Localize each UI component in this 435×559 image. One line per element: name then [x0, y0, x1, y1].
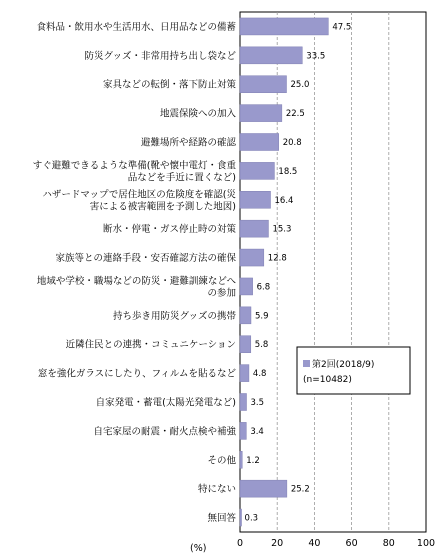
- category-label: 持ち歩き用防災グッズの携帯: [112, 310, 236, 322]
- bar: [240, 422, 246, 439]
- x-tick-label: 20: [271, 538, 284, 549]
- bar: [240, 162, 274, 179]
- bar: [240, 394, 247, 411]
- bar: [240, 76, 287, 93]
- legend-note: (n=10482): [303, 375, 352, 385]
- x-tick-label: 100: [416, 538, 435, 549]
- category-label: 無回答: [207, 513, 236, 525]
- data-label: 0.3: [244, 513, 259, 524]
- legend-box: [297, 347, 410, 394]
- data-label: 6.8: [256, 282, 271, 293]
- category-labels: [33, 21, 237, 524]
- bar: [240, 191, 271, 208]
- legend-swatch: [303, 360, 310, 367]
- data-label: 25.2: [290, 484, 310, 495]
- category-label: 食料品・飲用水や生活用水、日用品などの備蓄: [36, 21, 236, 33]
- category-label: その他: [207, 455, 236, 467]
- bar: [240, 451, 242, 468]
- category-label: 避難場所や経路の確認: [140, 137, 236, 149]
- data-label: 5.8: [254, 340, 269, 351]
- data-label: 15.3: [272, 224, 292, 235]
- category-label: 家具などの転倒・落下防止対策: [102, 79, 236, 91]
- data-label: 3.4: [250, 426, 264, 437]
- x-tick-label: 40: [308, 538, 321, 549]
- category-label: 防災グッズ・非常用持ち出し袋など: [84, 50, 236, 62]
- data-label: 22.5: [285, 109, 305, 120]
- category-label: 自家発電・蓄電(太陽光発電など): [95, 397, 236, 409]
- legend-series-label: 第2回(2018/9): [312, 360, 375, 370]
- bar: [240, 336, 251, 353]
- data-label: 4.8: [252, 369, 267, 380]
- x-tick-label: 0: [236, 538, 244, 549]
- x-tick-label: 60: [345, 538, 358, 549]
- data-label: 20.8: [282, 138, 302, 148]
- bar: [240, 18, 328, 35]
- data-label: 3.5: [250, 398, 265, 408]
- category-label: 自宅家屋の耐震・耐火点検や補強: [93, 426, 236, 438]
- bar: [240, 509, 242, 526]
- data-label: 1.2: [246, 455, 260, 466]
- legend: [297, 347, 410, 394]
- bar: [240, 307, 251, 324]
- bar: [240, 47, 302, 64]
- data-label: 18.5: [278, 166, 298, 177]
- bar: [240, 365, 249, 382]
- data-label: 25.0: [290, 80, 310, 91]
- data-label: 5.9: [254, 311, 269, 322]
- bar: [240, 134, 279, 151]
- x-axis-ticks: [237, 538, 435, 549]
- bar: [240, 278, 253, 295]
- category-label: すぐ避難できるような準備(靴や懐中電灯・食重品などを手近に置くなど): [32, 160, 236, 184]
- bar: [240, 249, 264, 266]
- category-label: 断水・停電・ガス停止時の対策: [102, 224, 236, 236]
- data-label: 12.8: [267, 253, 287, 264]
- category-label: 特にない: [197, 484, 236, 496]
- category-label: 近隣住民との連携・コミュニケーション: [65, 339, 236, 351]
- category-label: 地震保険への加入: [159, 108, 236, 120]
- data-label: 47.5: [332, 22, 352, 33]
- category-label: 家族等との連絡手段・安否確認方法の確保: [55, 253, 236, 265]
- x-axis-unit-label: (%): [190, 543, 207, 554]
- bar: [240, 105, 282, 122]
- data-label: 33.5: [306, 51, 326, 62]
- bar: [240, 220, 268, 237]
- x-tick-label: 80: [382, 538, 395, 549]
- category-label: 窓を強化ガラスにしたり、フィルムを貼るなど: [37, 368, 236, 380]
- category-label: 地域や学校・職場などの防災・避難訓練などへの参加: [36, 275, 236, 299]
- bar: [240, 480, 287, 497]
- data-label: 16.4: [274, 195, 294, 206]
- category-label: ハザードマップで居住地区の危険度を確認(災害による被害範囲を予測した地図): [42, 189, 236, 213]
